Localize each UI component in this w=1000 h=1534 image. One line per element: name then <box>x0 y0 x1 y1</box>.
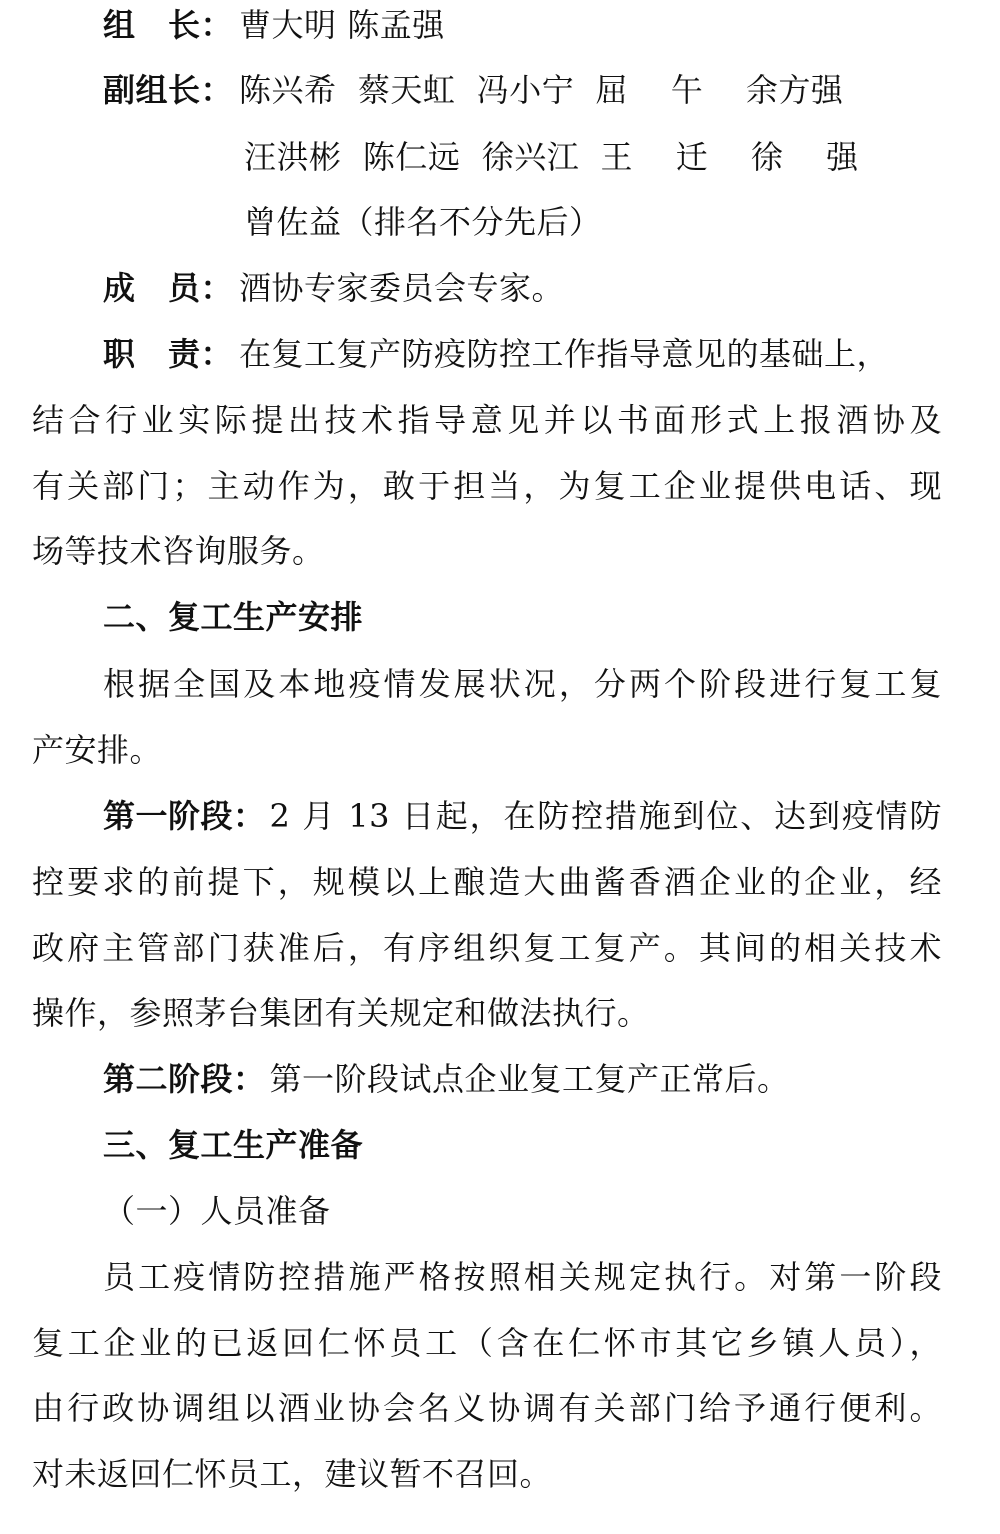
stage1-line3: 政府主管部门获准后，有序组织复工复产。其间的相关技术 <box>32 929 942 967</box>
duty-line3: 有关部门；主动作为，敢于担当，为复工企业提供电话、现 <box>32 467 942 505</box>
section2-heading: 二、复工生产安排 <box>103 598 364 636</box>
section3-heading: 三、复工生产准备 <box>103 1126 364 1164</box>
stage1-line2: 控要求的前提下，规模以上酿造大曲酱香酒企业的企业，经 <box>32 863 942 901</box>
stage1-line4: 操作，参照茅台集团有关规定和做法执行。 <box>32 994 650 1032</box>
section2-para-line1: 根据全国及本地疫情发展状况，分两个阶段进行复工复 <box>103 665 942 703</box>
deputy-label: 副组长： <box>103 71 234 109</box>
stage1-line1: 2 月 13 日起，在防控措施到位、达到疫情防 <box>269 797 942 835</box>
section3-para-line1: 员工疫情防控措施严格按照相关规定执行。对第一阶段 <box>103 1258 942 1296</box>
deputy-names-line3: 曾佐益（排名不分先后） <box>244 203 602 241</box>
duty-label: 职 责： <box>103 335 234 373</box>
leader-names: 曹大明 陈孟强 <box>239 6 445 44</box>
section3-para-line2: 复工企业的已返回仁怀员工（含在仁怀市其它乡镇人员）， <box>32 1324 942 1362</box>
deputy-names-line2: 汪洪彬 陈仁远 徐兴江 王 迁 徐 强 <box>244 138 859 176</box>
duty-row <box>103 334 889 374</box>
stage2-label: 第二阶段： <box>103 1060 266 1098</box>
stage2-text: 第一阶段试点企业复工复产正常后。 <box>269 1060 790 1098</box>
members-label: 成 员： <box>103 269 234 307</box>
stage1-row <box>103 796 942 836</box>
section3-para-line3: 由行政协调组以酒业协会名义协调有关部门给予通行便利。 <box>32 1389 942 1427</box>
stage2-row <box>103 1059 790 1099</box>
section3-subheading-personnel: （一）人员准备 <box>103 1192 331 1230</box>
members-text: 酒协专家委员会专家。 <box>239 269 565 307</box>
duty-line2: 结合行业实际提出技术指导意见并以书面形式上报酒协及 <box>32 401 942 439</box>
members-row <box>103 268 564 308</box>
duty-line4: 场等技术咨询服务。 <box>32 532 325 570</box>
stage1-label: 第一阶段： <box>103 797 266 835</box>
deputy-row <box>103 70 843 110</box>
section2-para-line2: 产安排。 <box>32 731 163 769</box>
section3-para-line4: 对未返回仁怀员工，建议暂不召回。 <box>32 1455 553 1493</box>
leader-row <box>103 5 445 45</box>
duty-line1: 在复工复产防疫防控工作指导意见的基础上， <box>239 335 890 373</box>
leader-label: 组 长： <box>103 6 234 44</box>
deputy-names-line1: 陈兴希 蔡天虹 冯小宁 屈 午 余方强 <box>239 71 844 109</box>
